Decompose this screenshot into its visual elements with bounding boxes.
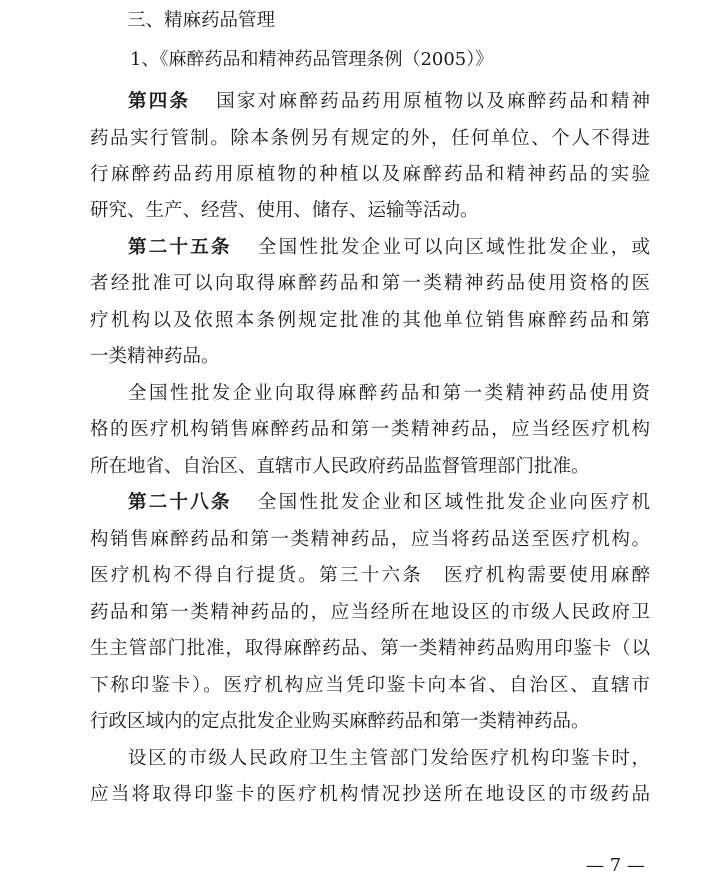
paragraph-line: 者经批准可以向取得麻醉药品和第一类精神药品使用资格的医 (90, 273, 650, 294)
paragraph-line: 医疗机构不得自行提货。第三十六条 医疗机构需要使用麻醉 (90, 565, 650, 586)
paragraph-line: 生主管部门批准，取得麻醉药品、第一类精神药品购用印鉴卡（以 (90, 638, 650, 659)
article-label: 第二十八条 (128, 492, 232, 513)
paragraph-line: 格的医疗机构销售麻醉药品和第一类精神药品，应当经医疗机构 (90, 419, 650, 440)
law-title: 1、《麻醉药品和精神药品管理条例（2005）》 (130, 49, 494, 70)
paragraph-line: 行政区域内的定点批发企业购买麻醉药品和第一类精神药品。 (90, 711, 590, 732)
page-number: — 7 — (586, 855, 645, 876)
article-label: 第四条 (128, 91, 191, 112)
paragraph-line: 疗机构以及依照本条例规定批准的其他单位销售麻醉药品和第 (90, 310, 650, 331)
paragraph-line: 第四条 国家对麻醉药品药用原植物以及麻醉药品和精神 (128, 91, 650, 112)
paragraph-line: 研究、生产、经营、使用、储存、运输等活动。 (90, 200, 479, 221)
paragraph-line: 构销售麻醉药品和第一类精神药品，应当将药品送至医疗机构。 (90, 529, 650, 550)
paragraph-line: 全国性批发企业向取得麻醉药品和第一类精神药品使用资 (128, 383, 650, 404)
paragraph-line: 第二十八条 全国性批发企业和区域性批发企业向医疗机 (128, 492, 650, 513)
section-heading: 三、精麻药品管理 (127, 10, 276, 31)
paragraph-line: 一类精神药品。 (90, 346, 220, 367)
paragraph-line: 药品实行管制。除本条例另有规定的外，任何单位、个人不得进 (90, 128, 650, 149)
paragraph-line: 行麻醉药品药用原植物的种植以及麻醉药品和精神药品的实验 (90, 164, 650, 185)
paragraph-line: 所在地省、自治区、直辖市人民政府药品监督管理部门批准。 (90, 456, 590, 477)
paragraph-line: 第二十五条 全国性批发企业可以向区域性批发企业，或 (128, 237, 650, 258)
paragraph-line: 设区的市级人民政府卫生主管部门发给医疗机构印鉴卡时， (128, 748, 650, 769)
paragraph-line: 应当将取得印鉴卡的医疗机构情况抄送所在地设区的市级药品 (90, 784, 650, 805)
paragraph-line: 药品和第一类精神药品的，应当经所在地设区的市级人民政府卫 (90, 602, 650, 623)
article-label: 第二十五条 (128, 237, 232, 258)
paragraph-line: 下称印鉴卡）。医疗机构应当凭印鉴卡向本省、自治区、直辖市 (90, 675, 650, 696)
